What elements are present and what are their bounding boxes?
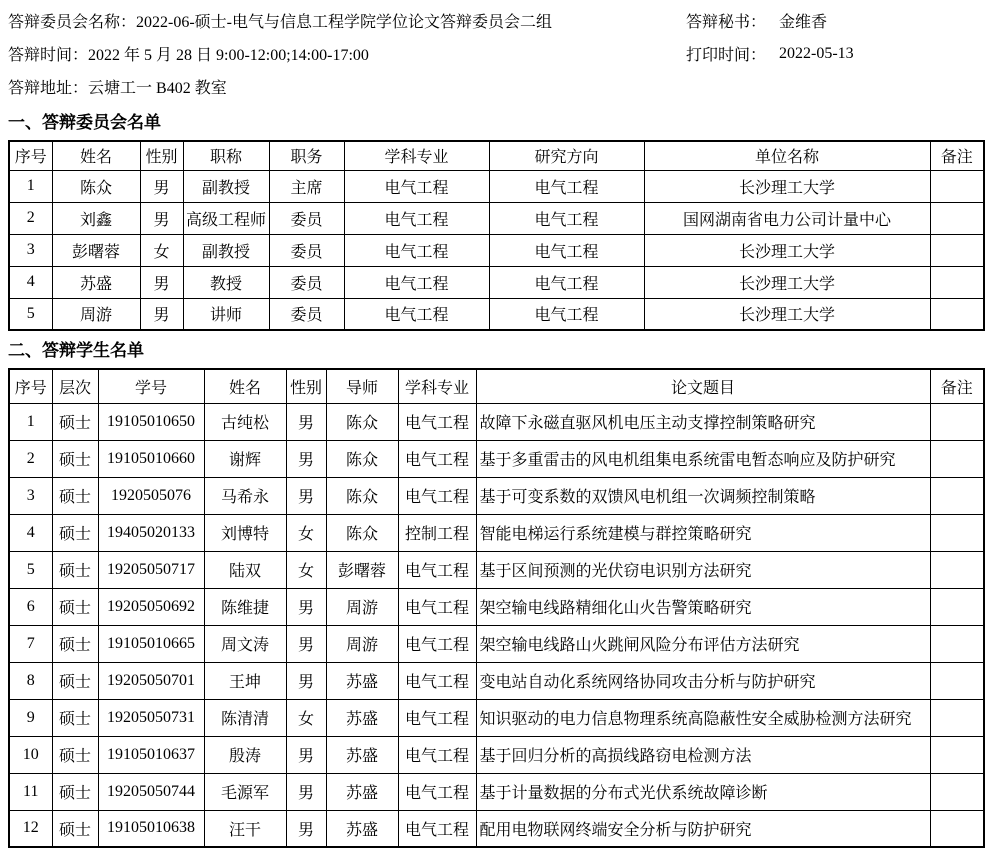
column-header: 单位名称 [644, 141, 930, 170]
table-cell: 硕士 [52, 588, 98, 625]
defense-time-label: 答辩时间： [8, 47, 89, 64]
table-row [9, 403, 984, 440]
table-cell: 知识驱动的电力信息物理系统高隐蔽性安全威胁检测方法研究 [476, 699, 930, 736]
table-row [9, 662, 984, 699]
table-row [9, 773, 984, 810]
table-cell: 19105010665 [98, 625, 204, 662]
table-cell: 控制工程 [398, 514, 476, 551]
column-header: 学号 [98, 369, 204, 403]
committee-name-value: 2022-06-硕士-电气与信息工程学院学位论文答辩委员会二组 [136, 14, 553, 31]
table-cell: 男 [140, 266, 183, 298]
table-cell: 硕士 [52, 773, 98, 810]
table-cell: 5 [9, 298, 52, 330]
table-cell: 12 [9, 810, 52, 847]
table-cell: 周游 [326, 588, 398, 625]
secretary-label: 答辩秘书： [686, 14, 767, 31]
column-header: 备注 [930, 369, 984, 403]
table-cell: 刘鑫 [52, 202, 140, 234]
table-cell [930, 403, 984, 440]
table-cell: 委员 [269, 234, 344, 266]
defense-address-label: 答辩地址： [8, 80, 89, 97]
table-cell: 长沙理工大学 [644, 170, 930, 202]
table-cell: 10 [9, 736, 52, 773]
table-cell [930, 551, 984, 588]
table-cell: 陈众 [326, 514, 398, 551]
table-cell: 委员 [269, 266, 344, 298]
table-cell: 架空输电线路精细化山火告警策略研究 [476, 588, 930, 625]
table-cell: 陈众 [326, 440, 398, 477]
table-row [9, 202, 984, 234]
table-cell: 电气工程 [398, 588, 476, 625]
table-cell: 配用电物联网终端安全分析与防护研究 [476, 810, 930, 847]
table-cell: 男 [286, 440, 326, 477]
table-cell: 周游 [52, 298, 140, 330]
table-cell: 男 [140, 202, 183, 234]
table-cell: 基于回归分析的高损线路窃电检测方法 [476, 736, 930, 773]
table-cell: 高级工程师 [183, 202, 269, 234]
table-cell: 硕士 [52, 440, 98, 477]
table-row [9, 266, 984, 298]
table-cell: 智能电梯运行系统建模与群控策略研究 [476, 514, 930, 551]
table-cell: 5 [9, 551, 52, 588]
table-cell: 国网湖南省电力公司计量中心 [644, 202, 930, 234]
table-cell: 主席 [269, 170, 344, 202]
table-cell: 女 [286, 699, 326, 736]
table-cell: 陆双 [204, 551, 286, 588]
column-header: 研究方向 [489, 141, 644, 170]
table-cell: 故障下永磁直驱风机电压主动支撑控制策略研究 [476, 403, 930, 440]
table-cell: 19105010650 [98, 403, 204, 440]
table-cell: 陈众 [326, 477, 398, 514]
table-cell [930, 440, 984, 477]
defense-address-value: 云塘工一 B402 教室 [88, 80, 227, 97]
table-cell: 电气工程 [398, 625, 476, 662]
table-cell: 殷涛 [204, 736, 286, 773]
table-cell: 苏盛 [326, 699, 398, 736]
table-cell: 2 [9, 202, 52, 234]
table-cell [930, 477, 984, 514]
column-header: 导师 [326, 369, 398, 403]
table-cell: 19105010638 [98, 810, 204, 847]
table-header-row [9, 369, 984, 403]
table-cell: 基于区间预测的光伏窃电识别方法研究 [476, 551, 930, 588]
table-cell: 电气工程 [489, 298, 644, 330]
table-cell: 3 [9, 477, 52, 514]
table-cell: 女 [286, 514, 326, 551]
table-cell: 19405020133 [98, 514, 204, 551]
table-cell [930, 266, 984, 298]
table-cell: 电气工程 [344, 170, 489, 202]
column-header: 学科专业 [398, 369, 476, 403]
table-cell: 陈众 [326, 403, 398, 440]
section-title-committee: 一、答辩委员会名单 [8, 113, 161, 132]
table-cell: 电气工程 [344, 202, 489, 234]
table-cell: 委员 [269, 298, 344, 330]
table-cell: 男 [286, 773, 326, 810]
secretary-line [686, 4, 827, 37]
table-cell [930, 298, 984, 330]
table-cell: 2 [9, 440, 52, 477]
table-cell: 男 [286, 625, 326, 662]
table-cell: 11 [9, 773, 52, 810]
defense-time-line [8, 37, 985, 70]
table-cell: 硕士 [52, 403, 98, 440]
table-cell: 刘博特 [204, 514, 286, 551]
table-cell: 女 [140, 234, 183, 266]
table-cell: 男 [140, 170, 183, 202]
table-cell: 4 [9, 514, 52, 551]
table-cell: 苏盛 [326, 736, 398, 773]
table-cell: 女 [286, 551, 326, 588]
table-cell: 汪干 [204, 810, 286, 847]
print-time-label: 打印时间： [686, 47, 767, 64]
column-header: 序号 [9, 369, 52, 403]
table-cell: 电气工程 [398, 477, 476, 514]
table-cell: 男 [286, 588, 326, 625]
table-cell [930, 588, 984, 625]
table-cell: 苏盛 [52, 266, 140, 298]
column-header: 职务 [269, 141, 344, 170]
table-cell [930, 625, 984, 662]
table-cell: 硕士 [52, 662, 98, 699]
table-row [9, 810, 984, 847]
table-cell [930, 234, 984, 266]
table-cell: 19105010660 [98, 440, 204, 477]
table-cell: 男 [286, 810, 326, 847]
table-cell: 基于多重雷击的风电机组集电系统雷电暂态响应及防护研究 [476, 440, 930, 477]
table-cell: 电气工程 [344, 234, 489, 266]
defense-time-value: 2022 年 5 月 28 日 9:00-12:00;14:00-17:00 [88, 47, 369, 64]
table-row [9, 170, 984, 202]
table-header-row [9, 141, 984, 170]
table-cell: 教授 [183, 266, 269, 298]
print-time-value: 2022-05-13 [779, 44, 854, 62]
table-cell: 电气工程 [398, 403, 476, 440]
table-cell: 架空输电线路山火跳闸风险分布评估方法研究 [476, 625, 930, 662]
column-header: 性别 [140, 141, 183, 170]
table-cell [930, 202, 984, 234]
column-header: 序号 [9, 141, 52, 170]
table-cell: 硕士 [52, 810, 98, 847]
table-cell: 长沙理工大学 [644, 234, 930, 266]
column-header: 学科专业 [344, 141, 489, 170]
table-cell: 苏盛 [326, 662, 398, 699]
table-cell: 1 [9, 403, 52, 440]
table-cell: 9 [9, 699, 52, 736]
column-header: 备注 [930, 141, 984, 170]
table-cell: 19205050731 [98, 699, 204, 736]
table-cell: 19105010637 [98, 736, 204, 773]
table-cell: 19205050717 [98, 551, 204, 588]
table-cell: 陈维捷 [204, 588, 286, 625]
column-header: 职称 [183, 141, 269, 170]
table-cell: 男 [286, 662, 326, 699]
table-cell [930, 514, 984, 551]
column-header: 姓名 [52, 141, 140, 170]
table-row [9, 699, 984, 736]
table-cell: 古纯松 [204, 403, 286, 440]
table-cell: 委员 [269, 202, 344, 234]
table-cell: 基于计量数据的分布式光伏系统故障诊断 [476, 773, 930, 810]
table-cell: 8 [9, 662, 52, 699]
table-cell: 电气工程 [398, 699, 476, 736]
table-cell: 马希永 [204, 477, 286, 514]
committee-name-label: 答辩委员会名称： [8, 14, 137, 31]
table-cell: 硕士 [52, 736, 98, 773]
table-cell: 电气工程 [489, 234, 644, 266]
table-cell: 19205050744 [98, 773, 204, 810]
table-cell: 电气工程 [398, 810, 476, 847]
table-row [9, 625, 984, 662]
table-cell: 王坤 [204, 662, 286, 699]
table-row [9, 298, 984, 330]
table-cell: 苏盛 [326, 773, 398, 810]
table-cell: 硕士 [52, 699, 98, 736]
column-header: 层次 [52, 369, 98, 403]
table-cell: 1920505076 [98, 477, 204, 514]
column-header: 论文题目 [476, 369, 930, 403]
table-cell: 电气工程 [398, 440, 476, 477]
table-cell: 3 [9, 234, 52, 266]
table-cell: 电气工程 [489, 202, 644, 234]
table-row [9, 514, 984, 551]
defense-address-line [8, 70, 985, 103]
table-cell: 硕士 [52, 514, 98, 551]
table-row [9, 440, 984, 477]
table-cell: 电气工程 [398, 736, 476, 773]
table-cell: 电气工程 [344, 298, 489, 330]
table-cell: 基于可变系数的双馈风电机组一次调频控制策略 [476, 477, 930, 514]
table-row [9, 477, 984, 514]
table-cell [930, 810, 984, 847]
students-table [8, 368, 985, 848]
table-cell: 6 [9, 588, 52, 625]
table-cell: 彭曙蓉 [326, 551, 398, 588]
table-cell: 副教授 [183, 234, 269, 266]
table-cell: 谢辉 [204, 440, 286, 477]
committee-table [8, 140, 985, 331]
table-cell: 电气工程 [398, 662, 476, 699]
committee-name-line [8, 4, 985, 37]
table-cell: 副教授 [183, 170, 269, 202]
table-cell: 男 [286, 477, 326, 514]
table-cell: 电气工程 [344, 266, 489, 298]
table-cell [930, 699, 984, 736]
table-cell: 硕士 [52, 625, 98, 662]
table-cell: 陈清清 [204, 699, 286, 736]
table-cell: 周文涛 [204, 625, 286, 662]
table-row [9, 736, 984, 773]
table-cell: 电气工程 [489, 266, 644, 298]
table-cell: 硕士 [52, 477, 98, 514]
table-cell: 男 [286, 403, 326, 440]
table-cell: 周游 [326, 625, 398, 662]
table-cell: 硕士 [52, 551, 98, 588]
table-cell [930, 662, 984, 699]
table-cell: 长沙理工大学 [644, 266, 930, 298]
table-cell: 1 [9, 170, 52, 202]
table-cell: 电气工程 [398, 773, 476, 810]
table-cell: 彭曙蓉 [52, 234, 140, 266]
table-cell: 陈众 [52, 170, 140, 202]
print-time-line [686, 37, 854, 70]
table-cell: 长沙理工大学 [644, 298, 930, 330]
table-cell: 4 [9, 266, 52, 298]
secretary-value: 金维香 [779, 14, 828, 31]
section-title-students: 二、答辩学生名单 [8, 341, 144, 360]
table-cell [930, 736, 984, 773]
table-cell: 讲师 [183, 298, 269, 330]
table-cell: 男 [140, 298, 183, 330]
table-cell: 7 [9, 625, 52, 662]
table-cell: 男 [286, 736, 326, 773]
table-row [9, 588, 984, 625]
table-cell: 变电站自动化系统网络协同攻击分析与防护研究 [476, 662, 930, 699]
table-row [9, 551, 984, 588]
table-cell: 电气工程 [398, 551, 476, 588]
table-cell: 电气工程 [489, 170, 644, 202]
table-cell: 19205050692 [98, 588, 204, 625]
table-cell [930, 773, 984, 810]
column-header: 姓名 [204, 369, 286, 403]
table-cell [930, 170, 984, 202]
table-cell: 19205050701 [98, 662, 204, 699]
column-header: 性别 [286, 369, 326, 403]
table-cell: 毛源军 [204, 773, 286, 810]
table-cell: 苏盛 [326, 810, 398, 847]
table-row [9, 234, 984, 266]
